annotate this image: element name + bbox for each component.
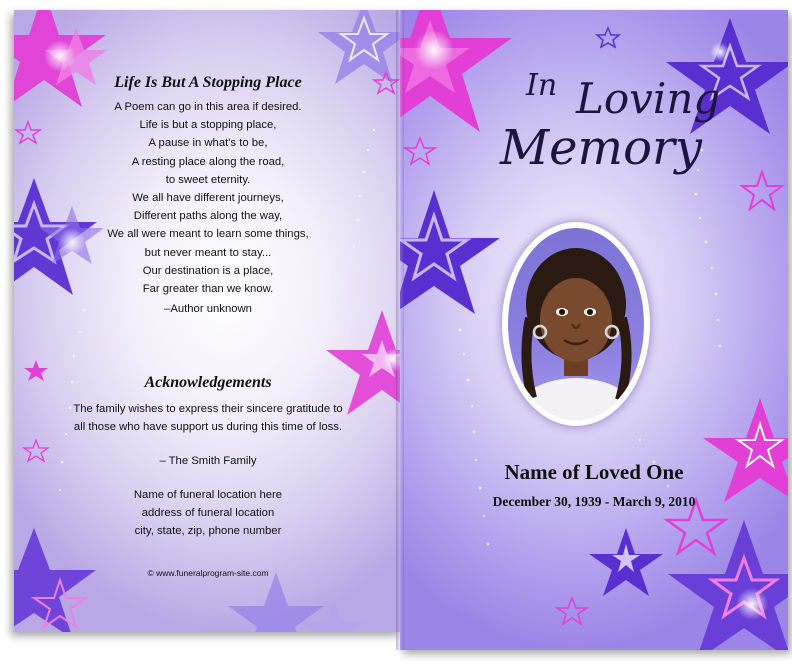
portrait-illustration [508, 228, 644, 420]
poem-line: Far greater than we know. [142, 283, 274, 296]
star-purple-top-right [318, 10, 402, 84]
acknowledgements-body [14, 400, 402, 436]
poem-line: A Poem can go in this area if desired. [114, 101, 302, 113]
location-line: city, state, zip, phone number [134, 525, 282, 538]
title-memory: Memory [500, 120, 703, 176]
poem-line: Life is but a stopping place, [139, 119, 277, 132]
ack-line: all those who have support us during this time of loss. [73, 421, 343, 434]
ack-line: The family wishes to express their sincere gratitude to [73, 403, 343, 415]
website-credit: © www.funeralprogram-site.com [147, 568, 269, 578]
poem-line: but never meant to stay... [144, 246, 272, 259]
right-page [400, 10, 788, 650]
poem-line: Different paths along the way, [133, 210, 283, 223]
poem-body [14, 98, 402, 298]
loved-one-name: Name of Loved One [504, 460, 684, 484]
poem-line: A resting place along the road, [131, 155, 285, 168]
poem-line: We all were meant to learn some things, [107, 228, 309, 241]
star-purple-bottom-left [14, 528, 96, 632]
poem-title: Life Is But A Stopping Place [114, 74, 302, 91]
program-spine [396, 10, 404, 650]
star-pink-right [703, 398, 788, 502]
portrait-photo [508, 228, 644, 420]
poem-line: Our destination is a place, [142, 264, 274, 277]
title-loving: Loving [576, 74, 721, 123]
location-line: address of funeral location [141, 507, 275, 520]
poem-line: We all have different journeys, [132, 192, 284, 205]
title-in: In [526, 68, 558, 103]
poem-line: to sweet eternity. [165, 173, 251, 186]
poem-line: A pause in what's to be, [148, 137, 268, 150]
location-line: Name of funeral location here [133, 489, 283, 501]
ack-signature: – The Smith Family [159, 455, 257, 467]
life-dates: December 30, 1939 - March 9, 2010 [492, 494, 696, 509]
acknowledgements-title: Acknowledgements [144, 374, 272, 391]
left-page [14, 10, 402, 632]
funeral-location [14, 486, 402, 541]
poem-author: –Author unknown [164, 303, 252, 315]
